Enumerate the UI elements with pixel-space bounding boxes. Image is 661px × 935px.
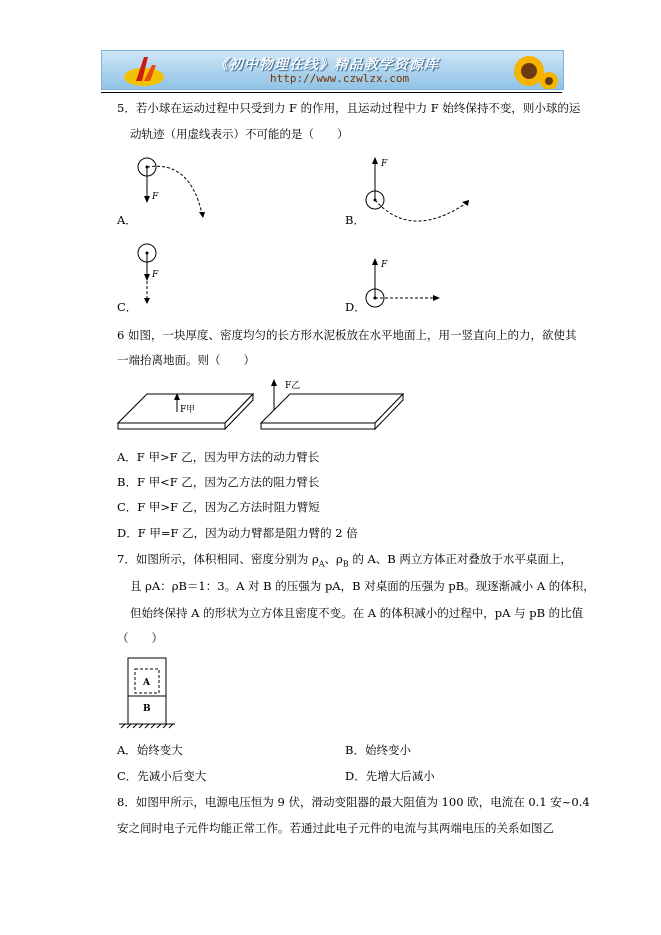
q7-option-d: D．先增大后减小 — [345, 769, 435, 783]
q5-line1: 5．若小球在运动过程中只受到力 F 的作用，且运动过程中力 F 始终保持不变，则小球的运 — [117, 101, 581, 115]
q7-line1 — [117, 552, 572, 571]
logo-icon — [122, 51, 182, 89]
q5-option-d: D． — [345, 300, 366, 314]
q7-figure — [115, 652, 185, 732]
q7-sub-b: B — [342, 559, 349, 569]
q7-line2: 且 ρA：ρB＝1：3。A 对 B 的压强为 pA，B 对桌面的压强为 pB。现逐渐减小 A 的体积， — [130, 579, 595, 593]
q7-option-c: C．先减小后变大 — [117, 769, 207, 783]
q5-force-label-d: F — [381, 260, 388, 270]
header-banner — [101, 50, 564, 90]
q5-option-a: A． — [117, 213, 137, 227]
q8-line1: 8．如图甲所示，电源电压恒为 9 伏，滑动变阻器的最大阻值为 100 欧，电流在 0.1 安~0.4 — [117, 795, 590, 809]
q6-option-a: A．F 甲>F 乙，因为甲方法的动力臂长 — [117, 450, 320, 464]
q5-force-label-a: F — [152, 192, 159, 202]
q7-line3: 但始终保持 A 的形状为立方体且密度不变。在 A 的体积减小的过程中，pA 与 pB 的比值 — [130, 606, 584, 620]
q7-line1-pre: 7．如图所示，体积相同、密度分别为 ρ — [117, 552, 319, 566]
q6-figure — [115, 378, 405, 438]
q7-sep: 、ρ — [324, 552, 343, 566]
q5-line2: 动轨迹（用虚线表示）不可能的是（ ） — [130, 127, 349, 141]
q6-option-b: B．F 甲<F 乙，因为乙方法的阻力臂长 — [117, 475, 320, 489]
header-rule — [101, 92, 562, 93]
q7-option-b: B．始终变小 — [345, 743, 411, 757]
banner-url: http://www.czwlzx.com — [270, 72, 410, 85]
q7-line1-post: 的 A、B 两立方体正对叠放于水平桌面上， — [348, 552, 572, 566]
q7-label-b: B — [143, 704, 151, 714]
q6-f-jia-label: F甲 — [180, 405, 196, 415]
q6-f-yi-label: F乙 — [285, 381, 301, 391]
sunflower-icon — [497, 51, 557, 89]
q5-option-b: B． — [345, 213, 365, 227]
q6-line1: 6 如图，一块厚度、密度均匀的长方形水泥板放在水平地面上，用一竖直向上的力，欲使其 — [117, 328, 577, 342]
banner-title: 《初中物理在线》精品教学资源库 — [214, 57, 439, 73]
q7-label-a: A — [143, 678, 150, 688]
q5-force-label-c: F — [152, 270, 159, 280]
q5-figure-b — [360, 152, 490, 232]
q5-figure-c — [130, 238, 190, 308]
q7-line4: （ ） — [117, 631, 163, 645]
q7-option-a: A．始终变大 — [117, 743, 183, 757]
q6-line2: 一端抬离地面。则（ ） — [117, 353, 255, 367]
q7-sub-a: A — [318, 559, 325, 569]
q8-line2: 安之间时电子元件均能正常工作。若通过此电子元件的电流与其两端电压的关系如图乙 — [117, 821, 554, 835]
q5-force-label-b: F — [381, 159, 388, 169]
q6-option-c: C．F 甲>F 乙，因为乙方法时阻力臂短 — [117, 500, 320, 514]
q6-option-d: D．F 甲=F 乙，因为动力臂都是阻力臂的 2 倍 — [117, 526, 358, 540]
q5-option-c: C． — [117, 300, 138, 314]
q5-figure-d — [360, 253, 450, 313]
q5-figure-a — [130, 152, 250, 232]
